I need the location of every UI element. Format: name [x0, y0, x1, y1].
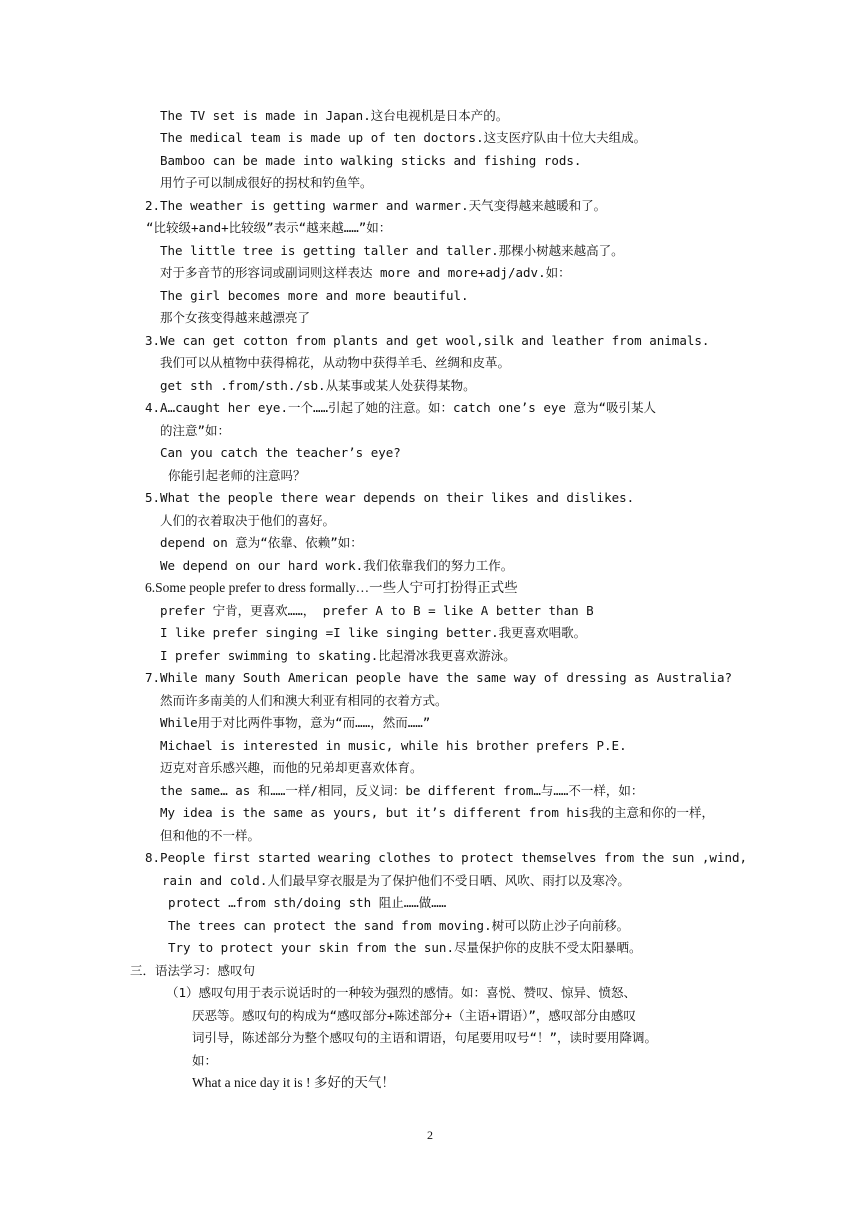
numbered-item: 7.While many South American people have the same way of dressing as Australia? — [145, 670, 732, 685]
numbered-item: 5.What the people there wear depends on their likes and dislikes. — [145, 490, 635, 505]
translation-line: 你能引起老师的注意吗？ — [168, 468, 306, 483]
numbered-item: 8.People first started wearing clothes to protect themselves from the sun ,wind, — [145, 850, 748, 865]
translation-line: 用竹子可以制成很好的拐杖和钓鱼竿。 — [160, 175, 373, 190]
translation-line: 但和他的不一样。 — [160, 828, 261, 843]
paragraph-line: （1）感叹句用于表示说话时的一种较为强烈的感情。如：喜悦、赞叹、惊异、愤怒、 — [166, 985, 637, 1000]
explanation-line: While用于对比两件事物，意为“而……，然而……” — [160, 715, 431, 730]
paragraph-line: 厌恶等。感叹句的构成为“感叹部分+陈述部分+（主语+谓语）”，感叹部分由感叹 — [192, 1008, 636, 1023]
example-line: Bamboo can be made into walking sticks and fishing rods. — [160, 153, 582, 168]
example-line: What a nice day it is ! 多好的天气！ — [192, 1075, 395, 1090]
example-line: We depend on our hard work.我们依靠我们的努力工作。 — [160, 558, 514, 573]
example-line: Can you catch the teacher’s eye? — [160, 445, 401, 460]
translation-line: 人们的衣着取决于他们的喜好。 — [160, 513, 336, 528]
explanation-line: depend on 意为“依靠、依赖”如： — [160, 535, 363, 550]
example-line: The trees can protect the sand from moving.树可以防止沙子向前移。 — [168, 918, 630, 933]
example-line: The girl becomes more and more beautiful. — [160, 288, 469, 303]
translation-line: 我们可以从植物中获得棉花，从动物中获得羊毛、丝绸和皮革。 — [160, 355, 511, 370]
explanation-line: “比较级+and+比较级”表示“越来越……”如： — [146, 220, 392, 235]
explanation-line: prefer 宁肯，更喜欢……， prefer A to B = like A better than B — [160, 603, 594, 618]
translation-line: 那个女孩变得越来越漂亮了 — [160, 310, 311, 325]
page-number: 2 — [427, 1128, 433, 1142]
example-line: I prefer swimming to skating.比起滑冰我更喜欢游泳。 — [160, 648, 516, 663]
numbered-item: 3.We can get cotton from plants and get wool,silk and leather from animals. — [145, 333, 710, 348]
example-line: The medical team is made up of ten doctors.这支医疗队由十位大夫组成。 — [160, 130, 647, 145]
explanation-line: 对于多音节的形容词或副词则这样表达 more and more+adj/adv.如： — [160, 265, 571, 280]
example-line: Michael is interested in music, while his brother prefers P.E. — [160, 738, 627, 753]
example-line: My idea is the same as yours, but it’s different from his我的主意和你的一样， — [160, 805, 714, 820]
example-line: The little tree is getting taller and taller.那棵小树越来越高了。 — [160, 243, 624, 258]
translation-line: 然而许多南美的人们和澳大利亚有相同的衣着方式。 — [160, 693, 448, 708]
translation-line: 迈克对音乐感兴趣，而他的兄弟却更喜欢体育。 — [160, 760, 423, 775]
explanation-line: protect …from sth/doing sth 阻止……做…… — [168, 895, 447, 910]
section-heading: 三．语法学习：感叹句 — [130, 963, 256, 978]
explanation-line: the same… as 和……一样/相同，反义词：be different from…与……不一样，如： — [160, 783, 644, 798]
explanation-line: 的注意”如： — [160, 423, 231, 438]
numbered-item-continued: rain and cold.人们最早穿衣服是为了保护他们不受日晒、风吹、雨打以及寒冷。 — [162, 873, 630, 888]
explanation-line: get sth .from/sth./sb.从某事或某人处获得某物。 — [160, 378, 476, 393]
example-line: The TV set is made in Japan.这台电视机是日本产的。 — [160, 108, 509, 123]
paragraph-line: 如： — [192, 1053, 218, 1068]
paragraph-line: 词引导，陈述部分为整个感叹句的主语和谓语，句尾要用叹号“！”，读时要用降调。 — [192, 1030, 658, 1045]
numbered-item: 2.The weather is getting warmer and warmer.天气变得越来越暖和了。 — [145, 198, 607, 213]
numbered-item: 6.Some people prefer to dress formally…一些人宁可打扮得正式些 — [145, 580, 518, 595]
example-line: I like prefer singing =I like singing better.我更喜欢唱歌。 — [160, 625, 587, 640]
example-line: Try to protect your skin from the sun.尽量保护你的皮肤不受太阳暴晒。 — [168, 940, 642, 955]
numbered-item: 4.A…caught her eye.一个……引起了她的注意。如：catch one’s eye 意为“吸引某人 — [145, 400, 656, 415]
